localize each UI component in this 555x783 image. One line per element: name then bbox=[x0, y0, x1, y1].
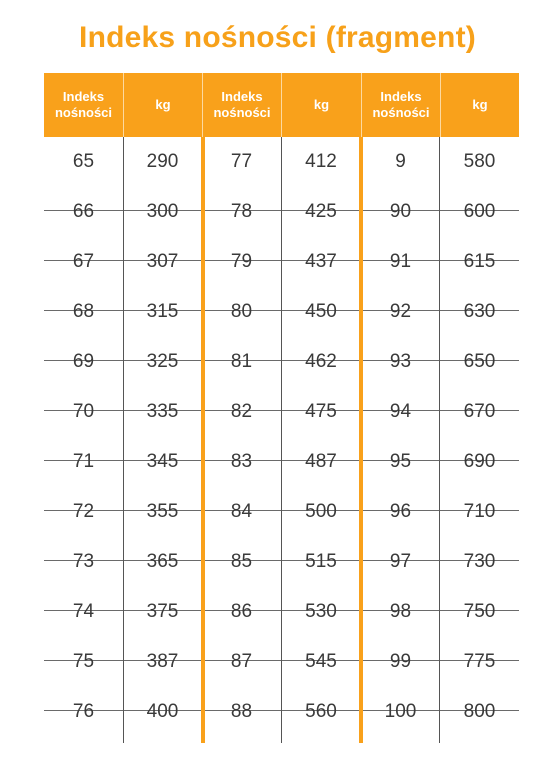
load-index-cell: 80 bbox=[230, 301, 253, 322]
kg-cell: 412 bbox=[305, 151, 337, 172]
kg-cell: 500 bbox=[305, 501, 337, 522]
load-index-cell: 9 bbox=[395, 151, 406, 172]
header-load-index-3: Indeks nośności bbox=[361, 73, 440, 137]
load-index-cell: 98 bbox=[389, 601, 412, 622]
page-title: Indeks nośności (fragment) bbox=[79, 21, 476, 54]
load-index-cell: 72 bbox=[72, 501, 95, 522]
load-index-cell: 85 bbox=[230, 551, 253, 572]
kg-cell: 487 bbox=[305, 451, 337, 472]
load-index-cell: 74 bbox=[72, 601, 95, 622]
load-index-cell: 99 bbox=[389, 651, 412, 672]
kg-cell: 315 bbox=[146, 301, 179, 322]
load-index-cell: 90 bbox=[389, 201, 412, 222]
kg-cell: 345 bbox=[146, 451, 179, 472]
group-divider bbox=[359, 137, 363, 743]
kg-cell: 515 bbox=[305, 551, 337, 572]
header-kg-2: kg bbox=[281, 73, 361, 137]
kg-cell: 450 bbox=[305, 301, 337, 322]
kg-cell: 365 bbox=[146, 551, 179, 572]
header-kg-1: kg bbox=[123, 73, 202, 137]
kg-cell: 630 bbox=[463, 301, 496, 322]
load-index-cell: 81 bbox=[230, 351, 253, 372]
load-index-cell: 73 bbox=[72, 551, 95, 572]
kg-cell: 545 bbox=[305, 651, 337, 672]
load-index-cell: 77 bbox=[230, 151, 253, 172]
kg-cell: 560 bbox=[305, 701, 337, 722]
group-divider bbox=[201, 137, 205, 743]
load-index-cell: 84 bbox=[230, 501, 253, 522]
kg-cell: 690 bbox=[463, 451, 496, 472]
load-index-cell: 78 bbox=[230, 201, 253, 222]
header-load-index-1: Indeks nośności bbox=[54, 89, 113, 120]
load-index-cell: 79 bbox=[230, 251, 253, 272]
kg-cell: 387 bbox=[146, 651, 179, 672]
load-index-cell: 82 bbox=[230, 401, 253, 422]
kg-cell: 425 bbox=[305, 201, 337, 222]
kg-cell: 775 bbox=[463, 651, 496, 672]
load-index-cell: 91 bbox=[389, 251, 412, 272]
kg-cell: 400 bbox=[146, 701, 179, 722]
kg-cell: 462 bbox=[305, 351, 337, 372]
load-index-cell: 88 bbox=[230, 701, 253, 722]
kg-cell: 650 bbox=[463, 351, 496, 372]
load-index-cell: 69 bbox=[72, 351, 95, 372]
load-index-cell: 66 bbox=[72, 201, 95, 222]
load-index-cell: 71 bbox=[72, 451, 95, 472]
column-divider bbox=[123, 137, 124, 743]
load-index-cell: 92 bbox=[389, 301, 412, 322]
header-load-index-2: Indeks nośności bbox=[202, 73, 281, 137]
load-index-cell: 65 bbox=[72, 151, 95, 172]
kg-cell: 580 bbox=[463, 151, 496, 172]
load-index-cell: 67 bbox=[72, 251, 95, 272]
kg-cell: 355 bbox=[146, 501, 179, 522]
kg-cell: 730 bbox=[463, 551, 496, 572]
load-index-cell: 68 bbox=[72, 301, 95, 322]
load-index-cell: 95 bbox=[389, 451, 412, 472]
kg-cell: 335 bbox=[146, 401, 179, 422]
kg-cell: 710 bbox=[463, 501, 496, 522]
kg-cell: 800 bbox=[463, 701, 496, 722]
load-index-cell: 75 bbox=[72, 651, 95, 672]
column-divider bbox=[439, 137, 440, 743]
kg-cell: 670 bbox=[463, 401, 496, 422]
kg-cell: 475 bbox=[305, 401, 337, 422]
load-index-cell: 96 bbox=[389, 501, 412, 522]
kg-cell: 300 bbox=[146, 201, 179, 222]
load-index-cell: 94 bbox=[389, 401, 412, 422]
load-index-cell: 87 bbox=[230, 651, 253, 672]
kg-cell: 375 bbox=[146, 601, 179, 622]
kg-cell: 615 bbox=[463, 251, 496, 272]
kg-cell: 530 bbox=[305, 601, 337, 622]
column-divider bbox=[281, 137, 282, 743]
kg-cell: 750 bbox=[463, 601, 496, 622]
kg-cell: 600 bbox=[463, 201, 496, 222]
load-index-cell: 97 bbox=[389, 551, 412, 572]
load-index-cell: 70 bbox=[72, 401, 95, 422]
load-index-cell: 100 bbox=[384, 701, 417, 722]
kg-cell: 290 bbox=[146, 151, 179, 172]
kg-cell: 437 bbox=[305, 251, 337, 272]
load-index-cell: 93 bbox=[389, 351, 412, 372]
load-index-table bbox=[44, 73, 519, 743]
table-header bbox=[44, 73, 519, 137]
header-kg-3: kg bbox=[440, 73, 519, 137]
kg-cell: 325 bbox=[146, 351, 179, 372]
kg-cell: 307 bbox=[146, 251, 179, 272]
load-index-cell: 83 bbox=[230, 451, 253, 472]
load-index-cell: 76 bbox=[72, 701, 95, 722]
load-index-cell: 86 bbox=[230, 601, 253, 622]
